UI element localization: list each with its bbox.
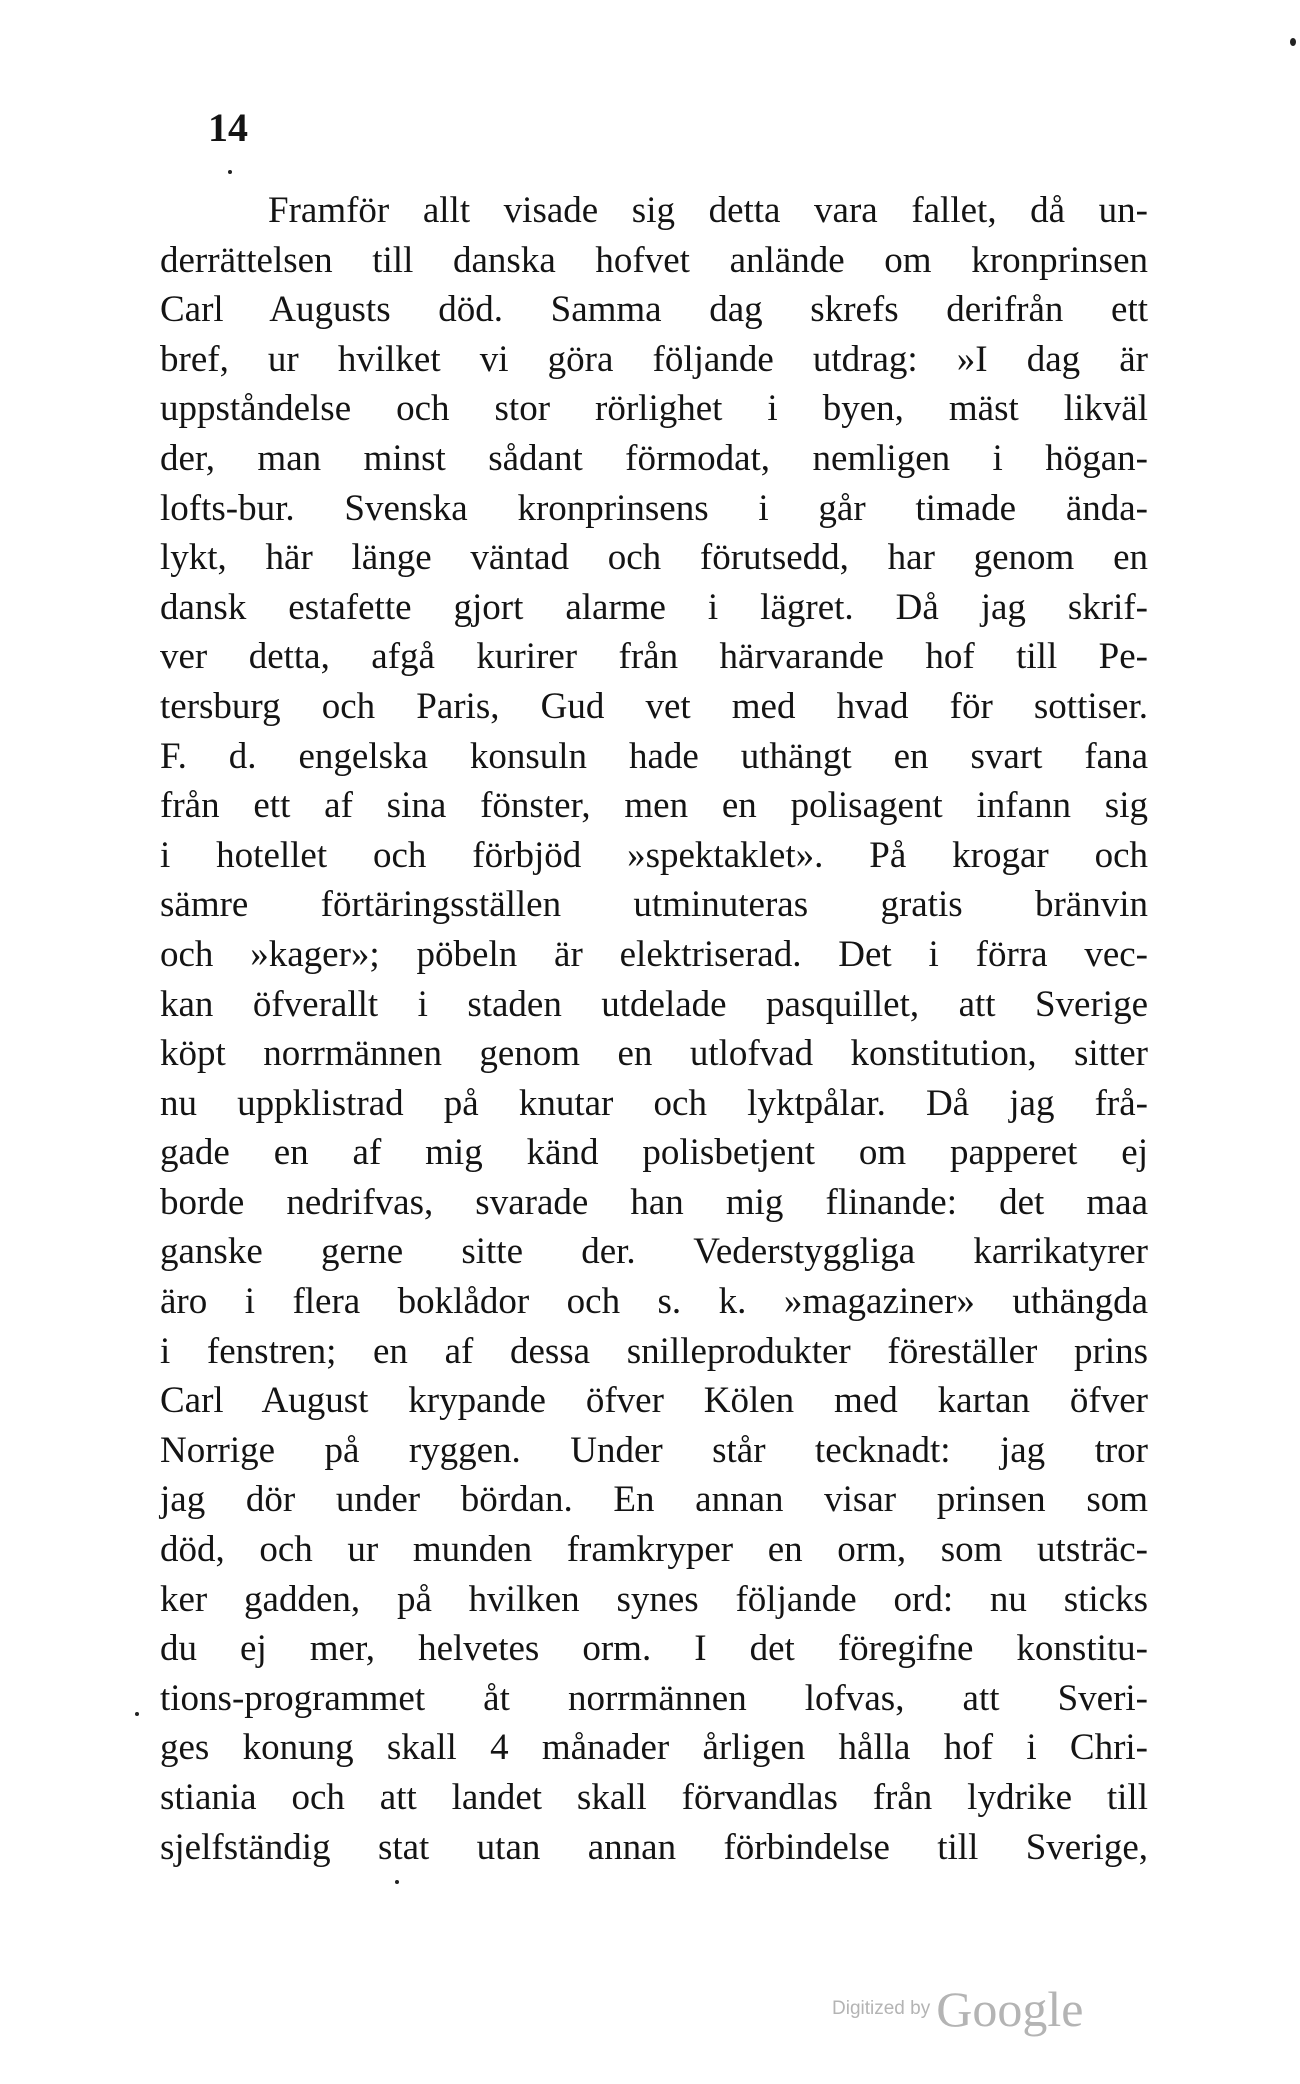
text-line: tions-programmet åt norrmännen lofvas, att Sveri- bbox=[160, 1677, 1148, 1719]
text-line: lykt, här länge väntad och förutsedd, har genom en bbox=[160, 537, 1148, 579]
text-line: ganske gerne sitte der. Vederstyggliga karrikatyrer bbox=[160, 1231, 1148, 1273]
text-line: ver detta, afgå kurirer från härvarande hof till Pe- bbox=[160, 636, 1148, 678]
text-line: sämre förtäringsställen utminuteras gratis bränvin bbox=[160, 884, 1148, 926]
text-line: uppståndelse och stor rörlighet i byen, mäst likväl bbox=[160, 388, 1148, 430]
text-line: du ej mer, helvetes orm. I det föregifne konstitu- bbox=[160, 1628, 1148, 1670]
text-line: kan öfverallt i staden utdelade pasquillet, att Sverige bbox=[160, 983, 1148, 1025]
text-line: äro i flera boklådor och s. k. »magaziner» uthängda bbox=[160, 1281, 1148, 1323]
text-line: dansk estafette gjort alarme i lägret. Då jag skrif- bbox=[160, 586, 1148, 628]
print-speck bbox=[1290, 38, 1296, 46]
text-line: stiania och att landet skall förvandlas från lydrike till bbox=[160, 1777, 1148, 1818]
text-line: Carl August krypande öfver Kölen med kartan öfver bbox=[160, 1380, 1148, 1422]
text-line: jag dör under bördan. En annan visar prinsen som bbox=[160, 1479, 1148, 1521]
text-line: borde nedrifvas, svarade han mig flinande: det maa bbox=[160, 1181, 1148, 1223]
text-line: tersburg och Paris, Gud vet med hvad för sottiser. bbox=[160, 685, 1148, 727]
text-line: lofts-bur. Svenska kronprinsens i går timade ända- bbox=[160, 487, 1148, 529]
text-line: nu uppklistrad på knutar och lyktpålar. Då jag frå- bbox=[160, 1082, 1148, 1124]
text-line: från ett af sina fönster, men en polisagent infann sig bbox=[160, 785, 1148, 827]
print-speck bbox=[135, 1712, 139, 1716]
text-line: i hotellet och förbjöd »spektaklet». På krogar och bbox=[160, 834, 1148, 876]
body-text bbox=[160, 186, 1148, 1872]
text-line: gade en af mig känd polisbetjent om papperet ej bbox=[160, 1132, 1148, 1174]
text-line: Norrige på ryggen. Under står tecknadt: jag tror bbox=[160, 1429, 1148, 1471]
text-line: F. d. engelska konsuln hade uthängt en svart fana bbox=[160, 735, 1148, 777]
text-line: derrättelsen till danska hofvet anlände om kronprinsen bbox=[160, 239, 1148, 281]
text-line: köpt norrmännen genom en utlofvad konstitution, sitter bbox=[160, 1033, 1148, 1075]
text-line: Framför allt visade sig detta vara fallet, då un- bbox=[268, 190, 1148, 231]
text-line: ker gadden, på hvilken synes följande ord: nu sticks bbox=[160, 1578, 1148, 1620]
watermark-prefix: Digitized by bbox=[832, 1998, 931, 2019]
text-line: i fenstren; en af dessa snilleprodukter föreställer prins bbox=[160, 1330, 1148, 1372]
text-line: sjelfständig stat utan annan förbindelse till Sverige, bbox=[160, 1826, 1148, 1868]
text-line: Carl Augusts död. Samma dag skrefs derifrån ett bbox=[160, 289, 1148, 331]
page-number: 14 bbox=[208, 105, 248, 150]
text-line: ges konung skall 4 månader årligen hålla hof i Chri- bbox=[160, 1727, 1148, 1769]
text-line: död, och ur munden framkryper en orm, som utsträc- bbox=[160, 1529, 1148, 1571]
print-speck bbox=[228, 170, 232, 174]
google-logo: Google bbox=[936, 1981, 1084, 2037]
text-line: bref, ur hvilket vi göra följande utdrag: »I dag är bbox=[160, 338, 1148, 380]
digitized-watermark bbox=[832, 1980, 1083, 2038]
text-line: och »kager»; pöbeln är elektriserad. Det i förra vec- bbox=[160, 933, 1148, 975]
print-speck bbox=[395, 1880, 399, 1884]
text-line: der, man minst sådant förmodat, nemligen i högan- bbox=[160, 437, 1148, 479]
